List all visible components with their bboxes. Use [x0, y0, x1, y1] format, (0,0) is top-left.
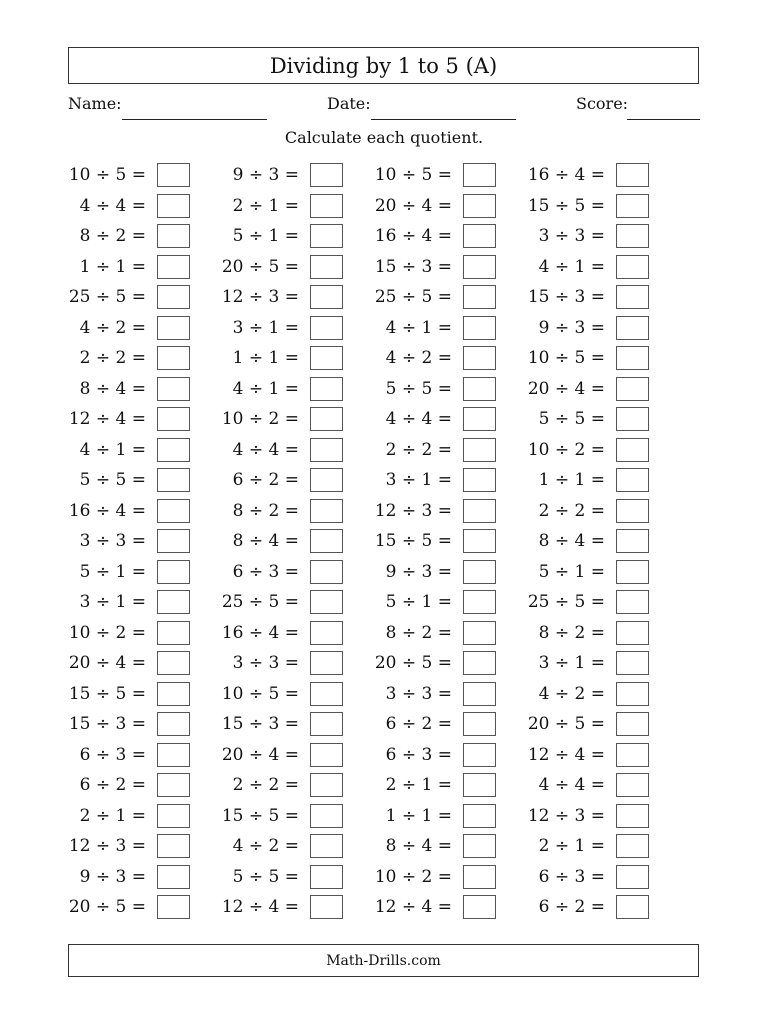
- answer-box[interactable]: [616, 712, 649, 736]
- problem-row: [455, 557, 605, 587]
- problem-expression: 12 ÷ 3 =: [221, 287, 299, 307]
- problem-expression: 4 ÷ 4 =: [385, 409, 452, 429]
- problem-row: [302, 587, 452, 617]
- answer-box[interactable]: [616, 590, 649, 614]
- problem-expression: 6 ÷ 2 =: [538, 897, 605, 917]
- problem-row: [149, 526, 299, 556]
- problem-expression: 1 ÷ 1 =: [79, 256, 146, 277]
- problem-row: [0, 648, 146, 678]
- problem-expression: 4 ÷ 1 =: [79, 439, 146, 460]
- problem-row: [455, 374, 605, 404]
- problem-expression: 2 ÷ 1 =: [79, 805, 146, 826]
- problem-row: [302, 404, 452, 434]
- problem-expression: 15 ÷ 3 =: [527, 287, 605, 307]
- problem-row: [302, 801, 452, 831]
- score-label: Score:: [576, 94, 629, 113]
- problem-row: [302, 191, 452, 221]
- problem-row: [0, 557, 146, 587]
- problem-row: [0, 892, 146, 922]
- instructions: Calculate each quotient.: [284, 128, 484, 147]
- problem-expression: 1 ÷ 1 =: [232, 348, 299, 368]
- problem-expression: 20 ÷ 4 =: [527, 378, 605, 399]
- problem-expression: 8 ÷ 4 =: [385, 836, 452, 856]
- problem-expression: 3 ÷ 1 =: [385, 470, 452, 490]
- problem-expression: 4 ÷ 1 =: [232, 378, 299, 399]
- problem-row: [455, 435, 605, 465]
- problem-row: [302, 618, 452, 648]
- problem-row: [455, 313, 605, 343]
- problem-row: [455, 770, 605, 800]
- problem-expression: 12 ÷ 4 =: [221, 897, 299, 917]
- problem-expression: 6 ÷ 3 =: [385, 744, 452, 765]
- problem-row: [149, 618, 299, 648]
- name-line[interactable]: [122, 119, 267, 120]
- answer-box[interactable]: [616, 438, 649, 462]
- problem-expression: 15 ÷ 3 =: [221, 714, 299, 734]
- problem-expression: 5 ÷ 5 =: [79, 470, 146, 490]
- problem-row: [302, 496, 452, 526]
- problem-expression: 3 ÷ 3 =: [232, 653, 299, 673]
- problem-row: [302, 892, 452, 922]
- worksheet-title: [68, 47, 699, 84]
- problem-expression: 3 ÷ 1 =: [232, 317, 299, 338]
- problem-row: [302, 709, 452, 739]
- problem-expression: 10 ÷ 2 =: [374, 866, 452, 887]
- problem-expression: 4 ÷ 2 =: [79, 317, 146, 338]
- problem-expression: 9 ÷ 3 =: [385, 561, 452, 582]
- footer: [68, 944, 699, 977]
- problem-row: [0, 587, 146, 617]
- answer-box[interactable]: [616, 316, 649, 340]
- problem-expression: 16 ÷ 4 =: [527, 165, 605, 185]
- problem-expression: 12 ÷ 4 =: [527, 744, 605, 765]
- problem-expression: 15 ÷ 5 =: [374, 531, 452, 551]
- answer-box[interactable]: [616, 224, 649, 248]
- problem-row: [455, 831, 605, 861]
- problem-row: [0, 679, 146, 709]
- problem-row: [0, 343, 146, 373]
- answer-box[interactable]: [616, 621, 649, 645]
- problem-row: [149, 831, 299, 861]
- problem-expression: 8 ÷ 4 =: [538, 531, 605, 551]
- problem-row: [302, 313, 452, 343]
- problem-row: [149, 801, 299, 831]
- problem-expression: 2 ÷ 1 =: [385, 775, 452, 795]
- answer-box[interactable]: [616, 651, 649, 675]
- problem-expression: 25 ÷ 5 =: [221, 592, 299, 612]
- name-label: Name:: [68, 94, 122, 113]
- problem-expression: 16 ÷ 4 =: [374, 226, 452, 246]
- problem-expression: 6 ÷ 2 =: [79, 775, 146, 795]
- problem-row: [0, 831, 146, 861]
- answer-box[interactable]: [616, 163, 649, 187]
- problem-expression: 20 ÷ 5 =: [374, 653, 452, 673]
- problem-row: [302, 221, 452, 251]
- problem-expression: 15 ÷ 5 =: [68, 683, 146, 704]
- problem-row: [302, 740, 452, 770]
- problem-expression: 12 ÷ 3 =: [527, 805, 605, 826]
- problem-expression: 6 ÷ 3 =: [79, 744, 146, 765]
- problem-row: [0, 191, 146, 221]
- problem-expression: 2 ÷ 2 =: [79, 348, 146, 368]
- problem-row: [149, 496, 299, 526]
- problem-row: [455, 648, 605, 678]
- problem-row: [149, 191, 299, 221]
- problem-row: [455, 160, 605, 190]
- problem-row: [302, 648, 452, 678]
- problem-expression: 1 ÷ 1 =: [538, 470, 605, 490]
- problem-expression: 9 ÷ 3 =: [232, 165, 299, 185]
- problem-row: [455, 587, 605, 617]
- problem-expression: 25 ÷ 5 =: [527, 592, 605, 612]
- problem-expression: 6 ÷ 3 =: [538, 866, 605, 887]
- problem-expression: 25 ÷ 5 =: [68, 287, 146, 307]
- problem-row: [149, 374, 299, 404]
- answer-box[interactable]: [616, 529, 649, 553]
- answer-box[interactable]: [616, 468, 649, 492]
- problem-row: [455, 191, 605, 221]
- problem-expression: 12 ÷ 3 =: [374, 500, 452, 521]
- problem-expression: 2 ÷ 2 =: [385, 439, 452, 460]
- problem-expression: 10 ÷ 2 =: [221, 409, 299, 429]
- problem-row: [0, 435, 146, 465]
- problem-expression: 8 ÷ 2 =: [79, 226, 146, 246]
- problem-row: [0, 770, 146, 800]
- problem-expression: 4 ÷ 2 =: [538, 683, 605, 704]
- problem-expression: 3 ÷ 1 =: [538, 653, 605, 673]
- problem-expression: 9 ÷ 3 =: [538, 317, 605, 338]
- problem-expression: 16 ÷ 4 =: [221, 622, 299, 643]
- problem-expression: 4 ÷ 1 =: [385, 317, 452, 338]
- problem-expression: 3 ÷ 1 =: [79, 592, 146, 612]
- problem-row: [455, 221, 605, 251]
- problem-expression: 5 ÷ 5 =: [538, 409, 605, 429]
- problem-expression: 8 ÷ 4 =: [79, 378, 146, 399]
- answer-box[interactable]: [616, 407, 649, 431]
- problem-expression: 6 ÷ 2 =: [232, 470, 299, 490]
- problem-row: [149, 679, 299, 709]
- problem-row: [149, 557, 299, 587]
- problem-row: [455, 526, 605, 556]
- problem-row: [455, 709, 605, 739]
- problem-expression: 9 ÷ 3 =: [79, 866, 146, 887]
- answer-box[interactable]: [616, 804, 649, 828]
- problem-row: [149, 648, 299, 678]
- problem-row: [149, 435, 299, 465]
- problem-expression: 15 ÷ 3 =: [68, 714, 146, 734]
- problem-row: [0, 313, 146, 343]
- problem-expression: 10 ÷ 2 =: [527, 439, 605, 460]
- problem-row: [149, 221, 299, 251]
- problem-row: [0, 374, 146, 404]
- problem-row: [302, 831, 452, 861]
- problem-row: [0, 618, 146, 648]
- problem-row: [149, 587, 299, 617]
- problem-row: [302, 343, 452, 373]
- problem-row: [0, 709, 146, 739]
- answer-box[interactable]: [616, 560, 649, 584]
- problem-expression: 12 ÷ 4 =: [374, 897, 452, 917]
- problem-row: [0, 404, 146, 434]
- problem-row: [302, 862, 452, 892]
- problem-expression: 5 ÷ 1 =: [538, 561, 605, 582]
- problem-expression: 2 ÷ 1 =: [232, 195, 299, 216]
- problem-row: [0, 465, 146, 495]
- problem-expression: 5 ÷ 1 =: [79, 561, 146, 582]
- problem-expression: 20 ÷ 4 =: [221, 744, 299, 765]
- problem-expression: 10 ÷ 5 =: [68, 165, 146, 185]
- problem-expression: 20 ÷ 5 =: [68, 897, 146, 917]
- problem-row: [149, 770, 299, 800]
- answer-box[interactable]: [616, 194, 649, 218]
- answer-box[interactable]: [616, 834, 649, 858]
- problem-row: [302, 282, 452, 312]
- problem-expression: 4 ÷ 2 =: [232, 836, 299, 856]
- problem-expression: 2 ÷ 2 =: [538, 500, 605, 521]
- problem-row: [0, 862, 146, 892]
- problem-row: [302, 374, 452, 404]
- problem-row: [455, 862, 605, 892]
- date-line[interactable]: [371, 119, 516, 120]
- problem-row: [0, 801, 146, 831]
- problem-row: [302, 557, 452, 587]
- problem-row: [455, 618, 605, 648]
- problem-row: [149, 160, 299, 190]
- problem-expression: 15 ÷ 5 =: [221, 805, 299, 826]
- answer-box[interactable]: [616, 285, 649, 309]
- problem-expression: 12 ÷ 4 =: [68, 409, 146, 429]
- problem-row: [455, 252, 605, 282]
- title-text: Dividing by 1 to 5 (A): [269, 53, 498, 78]
- answer-box[interactable]: [616, 895, 649, 919]
- problem-row: [149, 709, 299, 739]
- problem-expression: 15 ÷ 5 =: [527, 195, 605, 216]
- problem-row: [302, 679, 452, 709]
- date-label: Date:: [327, 94, 371, 113]
- answer-box[interactable]: [616, 865, 649, 889]
- problem-expression: 8 ÷ 4 =: [232, 531, 299, 551]
- answer-box[interactable]: [616, 346, 649, 370]
- problem-row: [0, 160, 146, 190]
- problem-row: [455, 892, 605, 922]
- problem-expression: 10 ÷ 5 =: [374, 165, 452, 185]
- problem-expression: 2 ÷ 2 =: [232, 775, 299, 795]
- problem-row: [455, 740, 605, 770]
- score-line[interactable]: [627, 119, 700, 120]
- problem-row: [0, 221, 146, 251]
- problem-row: [149, 252, 299, 282]
- problem-row: [0, 252, 146, 282]
- problem-row: [455, 404, 605, 434]
- problem-expression: 3 ÷ 3 =: [538, 226, 605, 246]
- problem-row: [0, 282, 146, 312]
- problem-expression: 20 ÷ 4 =: [68, 653, 146, 673]
- problem-expression: 8 ÷ 2 =: [385, 622, 452, 643]
- problem-expression: 8 ÷ 2 =: [538, 622, 605, 643]
- problem-row: [302, 526, 452, 556]
- problem-row: [302, 435, 452, 465]
- problem-row: [149, 404, 299, 434]
- problem-expression: 6 ÷ 3 =: [232, 561, 299, 582]
- problem-expression: 10 ÷ 2 =: [68, 622, 146, 643]
- problem-row: [149, 282, 299, 312]
- problem-expression: 16 ÷ 4 =: [68, 500, 146, 521]
- answer-box[interactable]: [616, 377, 649, 401]
- problem-expression: 10 ÷ 5 =: [527, 348, 605, 368]
- answer-box[interactable]: [616, 255, 649, 279]
- problem-expression: 5 ÷ 5 =: [385, 378, 452, 399]
- problem-expression: 6 ÷ 2 =: [385, 714, 452, 734]
- problem-expression: 20 ÷ 4 =: [374, 195, 452, 216]
- answer-box[interactable]: [616, 773, 649, 797]
- problem-expression: 2 ÷ 1 =: [538, 836, 605, 856]
- problem-expression: 4 ÷ 4 =: [79, 195, 146, 216]
- problem-row: [455, 801, 605, 831]
- problem-expression: 4 ÷ 4 =: [538, 775, 605, 795]
- problem-row: [455, 465, 605, 495]
- problem-expression: 3 ÷ 3 =: [385, 683, 452, 704]
- problem-row: [302, 160, 452, 190]
- problem-expression: 5 ÷ 1 =: [232, 226, 299, 246]
- problem-row: [149, 343, 299, 373]
- answer-box[interactable]: [616, 743, 649, 767]
- problem-row: [149, 862, 299, 892]
- problem-expression: 5 ÷ 5 =: [232, 866, 299, 887]
- problem-row: [455, 282, 605, 312]
- problem-expression: 15 ÷ 3 =: [374, 256, 452, 277]
- problem-expression: 1 ÷ 1 =: [385, 805, 452, 826]
- problem-expression: 12 ÷ 3 =: [68, 836, 146, 856]
- problem-row: [149, 313, 299, 343]
- problem-expression: 4 ÷ 2 =: [385, 348, 452, 368]
- problem-expression: 20 ÷ 5 =: [527, 714, 605, 734]
- problem-expression: 4 ÷ 4 =: [232, 439, 299, 460]
- answer-box[interactable]: [616, 499, 649, 523]
- problem-row: [0, 496, 146, 526]
- problem-expression: 5 ÷ 1 =: [385, 592, 452, 612]
- problem-expression: 20 ÷ 5 =: [221, 256, 299, 277]
- footer-text: Math-Drills.com: [326, 952, 441, 969]
- problem-expression: 10 ÷ 5 =: [221, 683, 299, 704]
- problem-row: [0, 526, 146, 556]
- problem-expression: 3 ÷ 3 =: [79, 531, 146, 551]
- problem-row: [455, 679, 605, 709]
- answer-box[interactable]: [616, 682, 649, 706]
- problem-expression: 8 ÷ 2 =: [232, 500, 299, 521]
- problem-row: [455, 496, 605, 526]
- problem-row: [149, 892, 299, 922]
- problem-row: [149, 740, 299, 770]
- problem-expression: 25 ÷ 5 =: [374, 287, 452, 307]
- problem-row: [0, 740, 146, 770]
- problem-row: [455, 343, 605, 373]
- problem-expression: 4 ÷ 1 =: [538, 256, 605, 277]
- problem-row: [302, 252, 452, 282]
- problem-row: [149, 465, 299, 495]
- problem-row: [302, 770, 452, 800]
- problem-row: [302, 465, 452, 495]
